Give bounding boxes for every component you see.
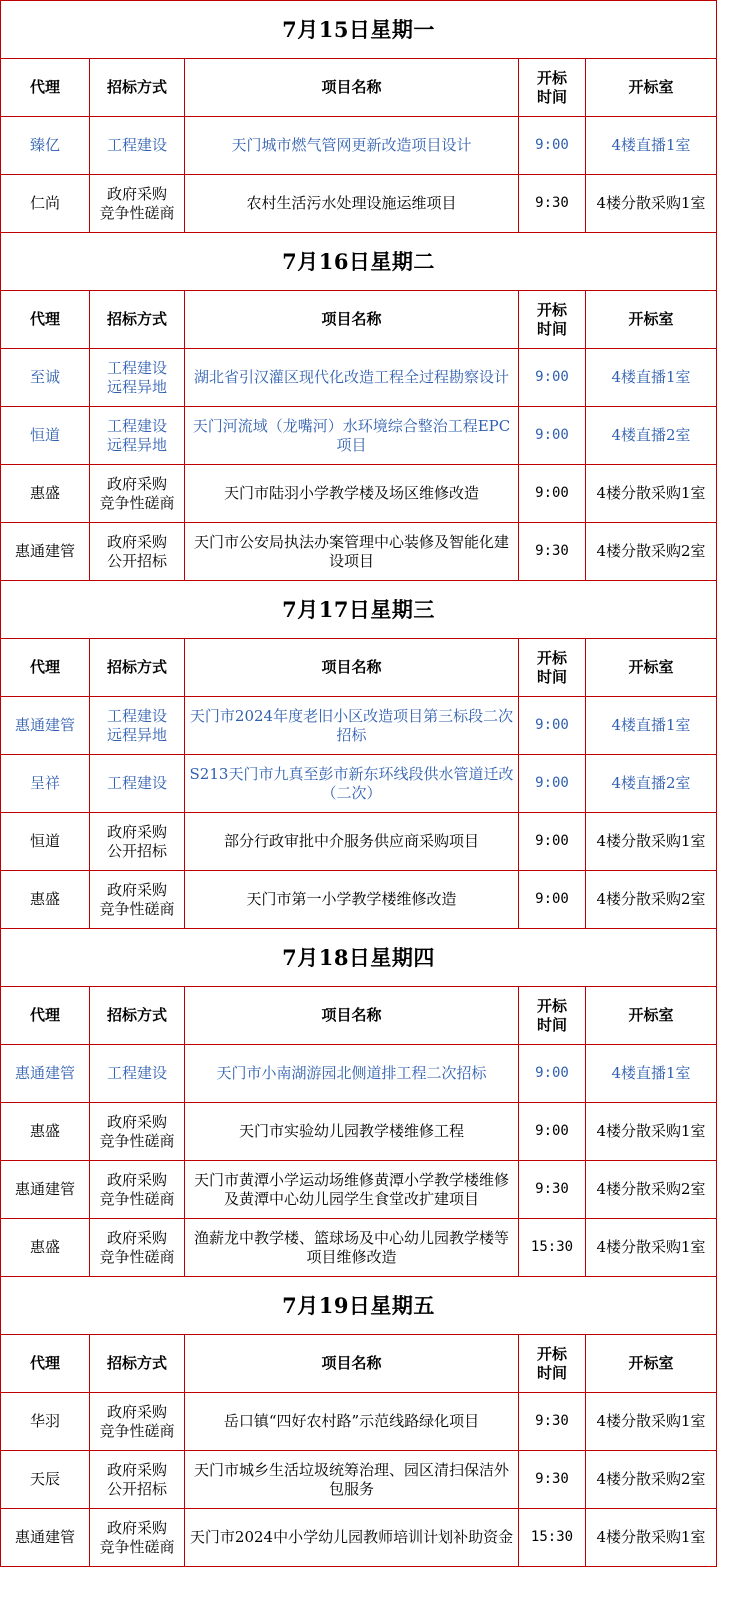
agent-cell: 惠通建管 <box>1 1045 90 1103</box>
header-room: 开标室 <box>586 291 717 349</box>
header-project: 项目名称 <box>185 987 519 1045</box>
header-room: 开标室 <box>586 987 717 1045</box>
header-method: 招标方式 <box>90 639 185 697</box>
table-row <box>1 349 717 407</box>
time-cell: 9:00 <box>519 465 586 523</box>
method-cell <box>90 175 185 233</box>
project-cell: 天门市城乡生活垃圾统筹治理、园区清扫保洁外包服务 <box>185 1451 519 1509</box>
method-line1: 工程建设 <box>106 706 167 725</box>
header-time-line2: 时间 <box>536 1015 567 1034</box>
method-cell <box>90 813 185 871</box>
time-cell: 9:30 <box>519 1451 586 1509</box>
header-time-line1: 开标 <box>536 1344 567 1363</box>
method-line1: 政府采购 <box>106 1112 167 1131</box>
agent-cell: 惠盛 <box>1 1103 90 1161</box>
agent-cell: 惠盛 <box>1 1219 90 1277</box>
method-line1: 政府采购 <box>106 1402 167 1421</box>
project-cell: S213天门市九真至彭市新东环线段供水管道迁改（二次） <box>185 755 519 813</box>
agent-cell: 呈祥 <box>1 755 90 813</box>
day-title-row <box>1 233 717 291</box>
time-cell: 15:30 <box>519 1219 586 1277</box>
method-line1: 工程建设 <box>106 416 167 435</box>
header-row <box>1 639 717 697</box>
method-line2: 竞争性磋商 <box>99 493 175 512</box>
table-row <box>1 1103 717 1161</box>
project-cell: 天门城市燃气管网更新改造项目设计 <box>185 117 519 175</box>
table-row <box>1 1393 717 1451</box>
room-cell: 4楼分散采购2室 <box>586 871 717 929</box>
room-cell: 4楼分散采购1室 <box>586 1103 717 1161</box>
day-title: 7月16日星期二 <box>1 233 717 291</box>
room-cell: 4楼直播2室 <box>586 755 717 813</box>
table-row <box>1 871 717 929</box>
header-project: 项目名称 <box>185 291 519 349</box>
table-row <box>1 175 717 233</box>
day-title: 7月19日星期五 <box>1 1277 717 1335</box>
method-line1: 政府采购 <box>106 1170 167 1189</box>
agent-cell: 臻亿 <box>1 117 90 175</box>
method-cell <box>90 407 185 465</box>
time-cell: 9:30 <box>519 1393 586 1451</box>
day-title: 7月15日星期一 <box>1 1 717 59</box>
project-cell: 部分行政审批中介服务供应商采购项目 <box>185 813 519 871</box>
header-row <box>1 59 717 117</box>
header-time-line2: 时间 <box>536 1363 567 1382</box>
method-cell <box>90 755 185 813</box>
header-agent: 代理 <box>1 1335 90 1393</box>
method-cell <box>90 1451 185 1509</box>
method-line1: 政府采购 <box>106 532 167 551</box>
time-cell: 9:00 <box>519 871 586 929</box>
project-cell: 渔薪龙中教学楼、篮球场及中心幼儿园教学楼等项目维修改造 <box>185 1219 519 1277</box>
header-time <box>519 639 586 697</box>
time-cell: 9:00 <box>519 813 586 871</box>
time-cell: 9:30 <box>519 175 586 233</box>
table-row <box>1 465 717 523</box>
header-time-line2: 时间 <box>536 87 567 106</box>
agent-cell: 惠盛 <box>1 465 90 523</box>
day-title: 7月18日星期四 <box>1 929 717 987</box>
method-line2: 公开招标 <box>106 841 167 860</box>
method-line1: 工程建设 <box>106 136 167 154</box>
time-cell: 9:00 <box>519 1045 586 1103</box>
time-cell: 9:30 <box>519 1161 586 1219</box>
method-cell <box>90 1103 185 1161</box>
header-time <box>519 1335 586 1393</box>
agent-cell: 惠通建管 <box>1 1161 90 1219</box>
header-time-line1: 开标 <box>536 996 567 1015</box>
table-row <box>1 523 717 581</box>
method-line2: 竞争性磋商 <box>99 1131 175 1150</box>
header-method: 招标方式 <box>90 59 185 117</box>
header-method: 招标方式 <box>90 987 185 1045</box>
method-cell <box>90 523 185 581</box>
room-cell: 4楼分散采购1室 <box>586 1509 717 1567</box>
project-cell: 天门市公安局执法办案管理中心装修及智能化建设项目 <box>185 523 519 581</box>
header-row <box>1 291 717 349</box>
method-line2: 公开招标 <box>106 551 167 570</box>
method-line2: 竞争性磋商 <box>99 1247 175 1266</box>
project-cell: 天门市2024中小学幼儿园教师培训计划补助资金 <box>185 1509 519 1567</box>
day-title-row <box>1 929 717 987</box>
agent-cell: 惠通建管 <box>1 523 90 581</box>
method-line1: 工程建设 <box>106 1064 167 1082</box>
header-time-line1: 开标 <box>536 648 567 667</box>
header-time-line1: 开标 <box>536 300 567 319</box>
day-title: 7月17日星期三 <box>1 581 717 639</box>
header-agent: 代理 <box>1 291 90 349</box>
method-cell <box>90 1509 185 1567</box>
room-cell: 4楼分散采购1室 <box>586 175 717 233</box>
room-cell: 4楼分散采购2室 <box>586 523 717 581</box>
room-cell: 4楼分散采购1室 <box>586 465 717 523</box>
header-time-line1: 开标 <box>536 68 567 87</box>
method-line2: 公开招标 <box>106 1479 167 1498</box>
project-cell: 湖北省引汉灌区现代化改造工程全过程勘察设计 <box>185 349 519 407</box>
agent-cell: 至诚 <box>1 349 90 407</box>
project-cell: 天门市第一小学教学楼维修改造 <box>185 871 519 929</box>
room-cell: 4楼分散采购1室 <box>586 813 717 871</box>
method-line2: 竞争性磋商 <box>99 203 175 222</box>
project-cell: 天门市黄潭小学运动场维修黄潭小学教学楼维修及黄潭中心幼儿园学生食堂改扩建项目 <box>185 1161 519 1219</box>
time-cell: 9:30 <box>519 523 586 581</box>
header-room: 开标室 <box>586 639 717 697</box>
room-cell: 4楼分散采购2室 <box>586 1451 717 1509</box>
method-cell <box>90 1161 185 1219</box>
method-line2: 竞争性磋商 <box>99 1537 175 1556</box>
table-row <box>1 813 717 871</box>
table-row <box>1 755 717 813</box>
project-cell: 天门市2024年度老旧小区改造项目第三标段二次招标 <box>185 697 519 755</box>
project-cell: 农村生活污水处理设施运维项目 <box>185 175 519 233</box>
method-line1: 工程建设 <box>106 774 167 792</box>
method-line1: 政府采购 <box>106 1460 167 1479</box>
header-room: 开标室 <box>586 1335 717 1393</box>
time-cell: 9:00 <box>519 349 586 407</box>
header-time <box>519 291 586 349</box>
method-line1: 政府采购 <box>106 1228 167 1247</box>
table-row <box>1 1161 717 1219</box>
method-cell <box>90 871 185 929</box>
method-cell <box>90 1219 185 1277</box>
table-row <box>1 697 717 755</box>
room-cell: 4楼分散采购2室 <box>586 1161 717 1219</box>
agent-cell: 惠通建管 <box>1 1509 90 1567</box>
project-cell: 天门市小南湖游园北侧道排工程二次招标 <box>185 1045 519 1103</box>
day-title-row <box>1 581 717 639</box>
method-cell <box>90 697 185 755</box>
day-title-row <box>1 1277 717 1335</box>
header-row <box>1 1335 717 1393</box>
method-line2: 远程异地 <box>106 377 167 396</box>
agent-cell: 恒道 <box>1 407 90 465</box>
header-time <box>519 987 586 1045</box>
method-cell <box>90 1045 185 1103</box>
table-row <box>1 1509 717 1567</box>
header-time <box>519 59 586 117</box>
agent-cell: 惠通建管 <box>1 697 90 755</box>
room-cell: 4楼直播1室 <box>586 349 717 407</box>
header-agent: 代理 <box>1 987 90 1045</box>
room-cell: 4楼分散采购1室 <box>586 1219 717 1277</box>
project-cell: 天门河流域（龙嘴河）水环境综合整治工程EPC项目 <box>185 407 519 465</box>
room-cell: 4楼直播1室 <box>586 117 717 175</box>
table-row <box>1 1219 717 1277</box>
method-line2: 竞争性磋商 <box>99 899 175 918</box>
agent-cell: 天辰 <box>1 1451 90 1509</box>
project-cell: 天门市实验幼儿园教学楼维修工程 <box>185 1103 519 1161</box>
agent-cell: 恒道 <box>1 813 90 871</box>
header-time-line2: 时间 <box>536 667 567 686</box>
project-cell: 天门市陆羽小学教学楼及场区维修改造 <box>185 465 519 523</box>
method-line1: 工程建设 <box>106 358 167 377</box>
time-cell: 9:00 <box>519 407 586 465</box>
header-project: 项目名称 <box>185 1335 519 1393</box>
method-cell <box>90 349 185 407</box>
method-line2: 竞争性磋商 <box>99 1421 175 1440</box>
header-project: 项目名称 <box>185 639 519 697</box>
header-time-line2: 时间 <box>536 319 567 338</box>
agent-cell: 华羽 <box>1 1393 90 1451</box>
method-cell <box>90 117 185 175</box>
room-cell: 4楼直播1室 <box>586 1045 717 1103</box>
agent-cell: 惠盛 <box>1 871 90 929</box>
table-row <box>1 117 717 175</box>
room-cell: 4楼直播1室 <box>586 697 717 755</box>
method-line1: 政府采购 <box>106 1518 167 1537</box>
header-method: 招标方式 <box>90 1335 185 1393</box>
method-line1: 政府采购 <box>106 474 167 493</box>
time-cell: 9:00 <box>519 697 586 755</box>
header-agent: 代理 <box>1 639 90 697</box>
header-row <box>1 987 717 1045</box>
time-cell: 9:00 <box>519 1103 586 1161</box>
method-cell <box>90 1393 185 1451</box>
header-room: 开标室 <box>586 59 717 117</box>
method-line2: 远程异地 <box>106 725 167 744</box>
table-row <box>1 1045 717 1103</box>
table-row <box>1 407 717 465</box>
method-cell <box>90 465 185 523</box>
header-agent: 代理 <box>1 59 90 117</box>
bid-schedule-body <box>1 1 717 1567</box>
room-cell: 4楼直播2室 <box>586 407 717 465</box>
table-row <box>1 1451 717 1509</box>
day-title-row <box>1 1 717 59</box>
header-project: 项目名称 <box>185 59 519 117</box>
method-line1: 政府采购 <box>106 184 167 203</box>
agent-cell: 仁尚 <box>1 175 90 233</box>
method-line2: 竞争性磋商 <box>99 1189 175 1208</box>
method-line1: 政府采购 <box>106 880 167 899</box>
time-cell: 15:30 <box>519 1509 586 1567</box>
method-line1: 政府采购 <box>106 822 167 841</box>
room-cell: 4楼分散采购1室 <box>586 1393 717 1451</box>
time-cell: 9:00 <box>519 755 586 813</box>
project-cell: 岳口镇“四好农村路”示范线路绿化项目 <box>185 1393 519 1451</box>
header-method: 招标方式 <box>90 291 185 349</box>
method-line2: 远程异地 <box>106 435 167 454</box>
time-cell: 9:00 <box>519 117 586 175</box>
